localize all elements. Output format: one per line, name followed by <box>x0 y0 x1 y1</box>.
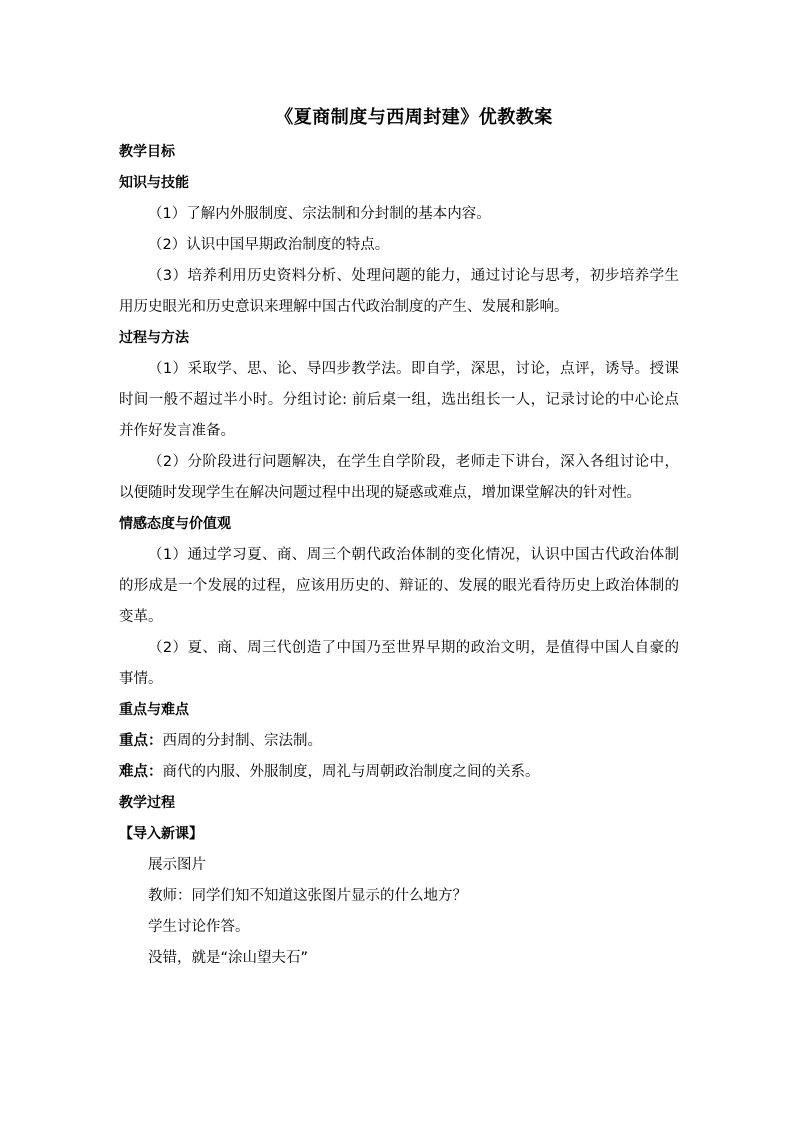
emotion-item-2: （2）夏、商、周三代创造了中国乃至世界早期的政治文明，是值得中国人自豪的事情。 <box>119 640 679 687</box>
knowledge-item-2: （2）认识中国早期政治制度的特点。 <box>148 237 390 253</box>
heading-emotion-values: 情感态度与价值观 <box>119 516 231 532</box>
process-item-1: （1）采取学、思、论、导四步教学法。即自学，深思，讨论，点评，诱导。授课时间一般不超过半小时。分组讨论: 前后桌一组，选出组长一人，记录讨论的中心论点并作好发言准备。 <box>119 361 679 439</box>
emotion-item-1: （1）通过学习夏、商、周三个朝代政治体制的变化情况，认识中国古代政治体制的形成是一个发展的过程，应该用历史的、辩证的、发展的眼光看待历史上政治体制的变革。 <box>119 547 679 625</box>
document-title: 《夏商制度与西周封建》优教教案 <box>275 107 553 128</box>
heading-teaching-process: 教学过程 <box>119 795 175 811</box>
process-line-2: 教师：同学们知不知道这张图片显示的什么地方？ <box>148 888 467 904</box>
focus-label: 重点： <box>119 733 163 749</box>
heading-key-points: 重点与难点 <box>119 702 189 718</box>
heading-teaching-goals: 教学目标 <box>119 144 175 160</box>
heading-knowledge-skills: 知识与技能 <box>119 175 189 191</box>
focus-line <box>119 726 679 757</box>
knowledge-item-1: （1）了解内外服制度、宗法制和分封制的基本内容。 <box>148 206 491 222</box>
heading-process-method: 过程与方法 <box>119 330 189 346</box>
process-line-1: 展示图片 <box>148 857 206 873</box>
difficulty-label: 难点： <box>119 764 163 780</box>
difficulty-text: 商代的内服、外服制度，周礼与周朝政治制度之间的关系。 <box>162 764 540 780</box>
document-body <box>119 103 679 974</box>
process-line-3: 学生讨论作答。 <box>148 919 250 935</box>
knowledge-item-3: （3）培养利用历史资料分析、处理问题的能力，通过讨论与思考，初步培养学生用历史眼光和历史意识来理解中国古代政治制度的产生、发展和影响。 <box>119 268 679 315</box>
focus-text: 西周的分封制、宗法制。 <box>162 733 322 749</box>
heading-intro-new-lesson: 【导入新课】 <box>119 826 203 842</box>
difficulty-line <box>119 757 679 788</box>
process-item-2: （2）分阶段进行问题解决，在学生自学阶段，老师走下讲台，深入各组讨论中，以便随时发现学生在解决问题过程中出现的疑惑或难点，增加课堂解决的针对性。 <box>119 454 679 501</box>
process-line-4: 没错，就是“涂山望夫石” <box>148 950 309 966</box>
